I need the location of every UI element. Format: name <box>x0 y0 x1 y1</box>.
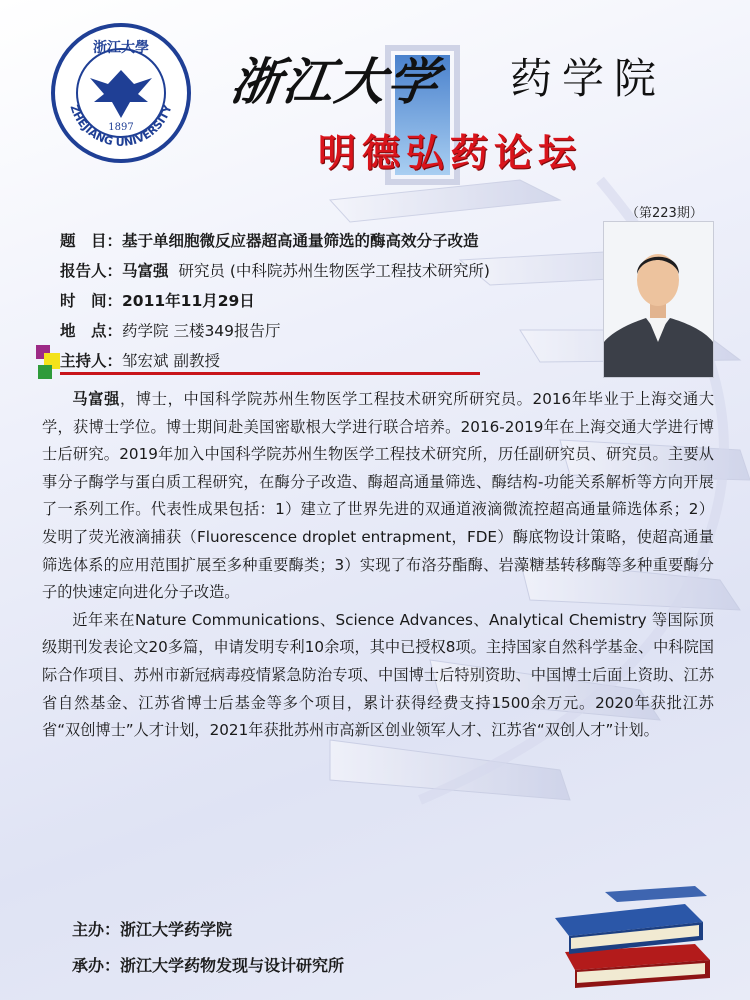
host-label: 主持人： <box>60 352 123 370</box>
books-illustration <box>545 882 715 992</box>
bio-paragraph-1 <box>42 386 714 607</box>
bio-paragraph-1-text: ，博士，中国科学院苏州生物医学工程技术研究所研究员。2016年毕业于上海交通大学，获博士学位。博士期间赴美国密歇根大学进行联合培养。2016-2019年在上海交通大学进行博士后研究。2019年加入中国科学院苏州生物医学工程技术研究所，历任副研究员、研究员。主要从事分子酶学与蛋白质工程研究，在酶分子改造、酶超高通量筛选、酶结构-功能关系解析等方向开展了一系列工作。代表性成果包括：1）建立了世界先进的双通道液滴微流控超高通量筛选体系；2）发明了荧光液滴捕获（Fluorescence droplet entrapment，FDE）酶底物设计策略，使超高通量筛选体系的应用范围扩展至多种重要酶类；3）实现了布洛芬酯酶、岩藻糖基转移酶等多种重要酶分子的快速定向进化分子改造。 <box>42 390 715 602</box>
host-organization-row <box>72 912 344 948</box>
time-row <box>60 286 490 316</box>
logo-english-text: ZHEJIANG UNIVERSITY <box>67 103 175 149</box>
zju-calligraphy-title: 浙江大学 <box>227 52 444 111</box>
issue-number: （第223期） <box>626 206 703 221</box>
co-organization-label: 承办： <box>72 956 121 975</box>
host-organization: 浙江大学药学院 <box>120 920 233 939</box>
bio-name: 马富强 <box>72 390 120 408</box>
co-organization: 浙江大学药物发现与设计研究所 <box>120 956 345 975</box>
logo-year: 1897 <box>108 122 134 133</box>
speaker-photo <box>603 221 714 378</box>
bio-paragraph-2: 近年来在Nature Communications、Science Advances、Analytical Chemistry 等国际顶级期刊发表论文20多篇，申请发明专利10余项，其中已授权8项。主持国家自然科学基金、中科院国际合作项目、苏州市新冠病毒疫情紧急防治专项、中国博士后特别资助、中国博士后面上资助、江苏省自然基金、江苏省博士后基金等多个项目，累计获得经费支持1500余万元。2020年获批江苏省“双创博士”人才计划，2021年获批苏州市高新区创业领军人才、江苏省“双创人才”计划。 <box>42 610 714 740</box>
speaker-biography <box>42 386 714 745</box>
logo-chinese-text: 浙江大學 <box>93 40 149 56</box>
college-name: 药学院 <box>510 54 667 103</box>
time-label: 时 间： <box>60 292 123 310</box>
speaker-name: 马富强 <box>122 262 169 280</box>
topic-label: 题 目： <box>60 232 123 250</box>
host-organization-label: 主办： <box>72 920 121 939</box>
zju-logo <box>50 22 192 164</box>
forum-title: 明德弘药论坛 <box>318 131 583 175</box>
speaker-title: 研究员 (中科院苏州生物医学工程技术研究所) <box>178 262 490 280</box>
host-decoration <box>30 341 480 381</box>
topic-value: 基于单细胞微反应器超高通量筛选的酶高效分子改造 <box>122 232 479 250</box>
speaker-label: 报告人： <box>60 262 123 280</box>
host-value: 邹宏斌 副教授 <box>122 352 220 370</box>
co-organization-row <box>72 948 344 984</box>
topic-row <box>60 226 490 256</box>
time-value: 2011年11月29日 <box>122 292 255 310</box>
organizers <box>72 912 344 984</box>
place-label: 地 点： <box>60 322 123 340</box>
place-value: 药学院 三楼349报告厅 <box>122 322 281 340</box>
speaker-row <box>60 256 490 286</box>
